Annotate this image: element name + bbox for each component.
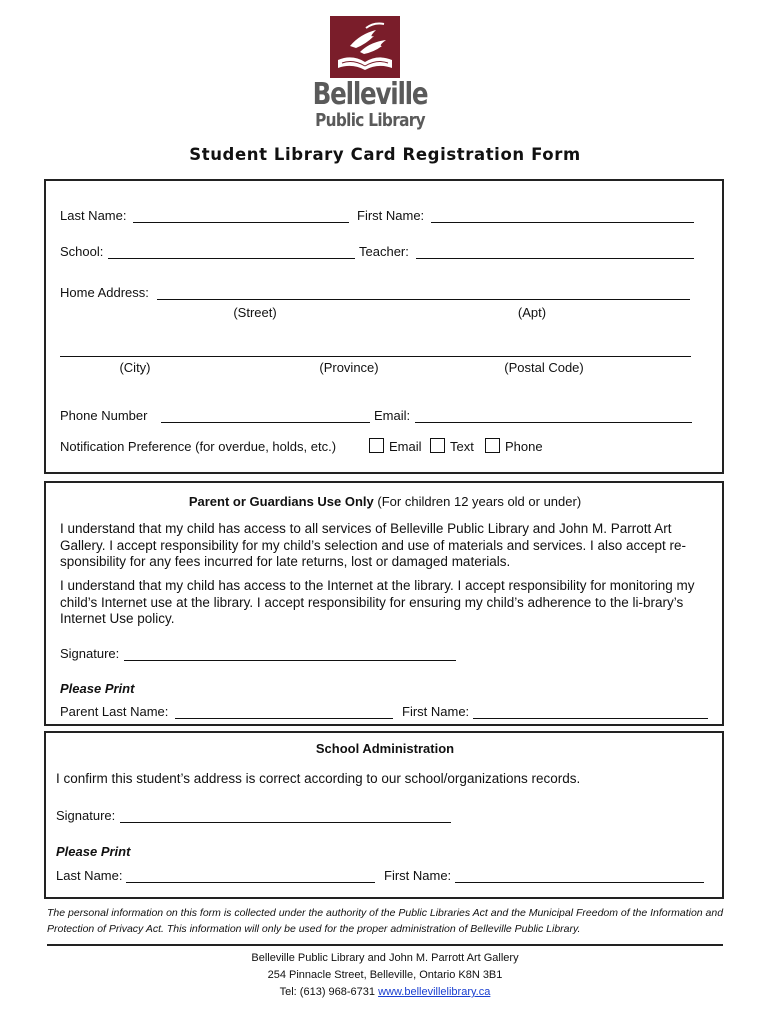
parent-heading-note: (For children 12 years old or under) — [373, 494, 582, 509]
library-logo — [300, 16, 440, 132]
school-confirm-text: I confirm this student’s address is correct according to our school/organizations records. — [56, 771, 581, 786]
privacy-notice: The personal information on this form is collected under the authority of the Public Libraries Act and the Municipal Freedom of the Information and Protection of Privacy Act. This information will only be used for the proper administration of Belleville Public Library. — [47, 907, 724, 935]
postal-code-caption: (Postal Code) — [504, 360, 584, 375]
footer-contact — [0, 984, 770, 1001]
province-caption: (Province) — [319, 360, 379, 375]
parent-first-name-field[interactable] — [473, 718, 708, 719]
school-last-name-field[interactable] — [126, 882, 375, 883]
open-book-logo-icon — [330, 16, 400, 78]
phone-option-label: Phone — [505, 439, 543, 454]
teacher-label: Teacher: — [359, 244, 409, 259]
text-option-label: Text — [450, 439, 474, 454]
page-title: Student Library Card Registration Form — [189, 145, 581, 164]
school-first-name-field[interactable] — [455, 882, 704, 883]
parent-please-print: Please Print — [60, 681, 135, 696]
city-province-postal-field[interactable] — [60, 356, 691, 357]
text-checkbox[interactable] — [430, 438, 445, 453]
school-signature-field[interactable] — [120, 822, 451, 823]
email-label: Email: — [374, 408, 411, 423]
home-address-label: Home Address: — [60, 285, 149, 300]
website-link[interactable]: www.bellevillelibrary.ca — [378, 986, 491, 998]
parent-last-name-field[interactable] — [175, 718, 393, 719]
school-last-name-label: Last Name: — [56, 868, 123, 883]
footer-tel: Tel: (613) 968-6731 — [279, 986, 379, 998]
email-checkbox[interactable] — [369, 438, 384, 453]
phone-field[interactable] — [161, 422, 370, 423]
city-caption: (City) — [119, 360, 151, 375]
school-field[interactable] — [108, 258, 355, 259]
parent-last-name-label: Parent Last Name: — [60, 704, 169, 719]
logo-subtitle: Public Library — [315, 110, 425, 131]
first-name-label: First Name: — [357, 208, 425, 223]
street-caption: (Street) — [233, 305, 277, 320]
parent-first-name-label: First Name: — [402, 704, 470, 719]
footer-org: Belleville Public Library and John M. Parrott Art Gallery — [251, 952, 519, 964]
teacher-field[interactable] — [416, 258, 694, 259]
school-section-heading: School Administration — [315, 741, 455, 756]
parent-signature-field[interactable] — [124, 660, 456, 661]
parent-consent-services: I understand that my child has access to all services of Belleville Public Library and John M. Parrott Art Gallery. I accept responsibility for my child’s selection and use of materials and services. I also accept re-sponsibility for any fees incurred for late returns, lost or damaged materials. — [60, 521, 687, 569]
school-signature-label: Signature: — [56, 808, 116, 823]
school-please-print: Please Print — [56, 844, 131, 859]
parent-heading-text: Parent or Guardians Use Only — [188, 494, 374, 509]
footer-address: 254 Pinnacle Street, Belleville, Ontario K8N 3B1 — [267, 969, 503, 981]
phone-label: Phone Number — [60, 408, 148, 423]
parent-consent-internet: I understand that my child has access to the Internet at the library. I accept responsibility for monitoring my child’s Internet use at the library. I accept responsibility for ensuring my child’s adherence to the li-brary’s Internet Use policy. — [60, 578, 695, 626]
last-name-label: Last Name: — [60, 208, 127, 223]
parent-section-heading — [0, 494, 770, 510]
apt-caption: (Apt) — [517, 305, 547, 320]
school-label: School: — [60, 244, 104, 259]
email-option-label: Email — [389, 439, 422, 454]
notification-preference-label: Notification Preference (for overdue, holds, etc.) — [60, 439, 337, 454]
street-field[interactable] — [157, 299, 690, 300]
parent-signature-label: Signature: — [60, 646, 120, 661]
phone-checkbox[interactable] — [485, 438, 500, 453]
school-first-name-label: First Name: — [384, 868, 452, 883]
first-name-field[interactable] — [431, 222, 694, 223]
footer-divider — [47, 944, 723, 946]
email-field[interactable] — [415, 422, 692, 423]
last-name-field[interactable] — [133, 222, 349, 223]
logo-name: Belleville — [312, 77, 428, 112]
